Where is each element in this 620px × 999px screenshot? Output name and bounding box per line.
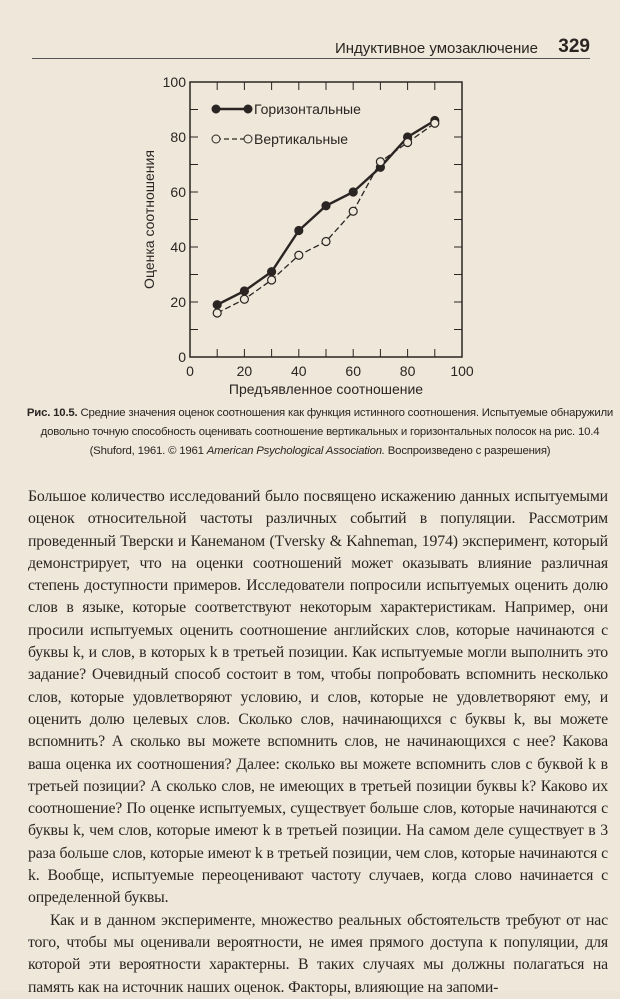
data-point [322,202,330,210]
data-point [431,119,439,127]
data-point [349,207,357,215]
line-chart [140,70,480,400]
data-point [240,287,248,295]
x-tick-label: 80 [399,363,416,379]
legend-label: Вертикальные [254,131,349,147]
data-point [268,268,276,276]
y-tick-label: 20 [170,294,186,310]
y-tick-label: 40 [170,239,186,255]
series-line-0 [217,121,435,305]
running-header [32,38,590,59]
legend-marker [212,105,220,113]
data-point [376,158,384,166]
y-tick-label: 60 [170,184,186,200]
legend-marker [212,135,220,143]
data-point [213,301,221,309]
caption-label: Рис. 10.5. [26,407,78,419]
x-tick-label: 100 [450,363,474,379]
page-number: 329 [558,36,590,57]
data-point [240,295,248,303]
header-title: Индуктивное умозаключение [334,40,538,57]
y-tick-label: 0 [178,349,186,365]
y-tick-label: 100 [162,74,186,90]
data-point [268,276,276,284]
legend-marker [244,135,252,143]
x-tick-label: 20 [236,363,253,379]
series-line-1 [217,123,435,313]
x-tick-label: 60 [345,363,361,379]
data-point [213,309,221,317]
x-tick-label: 0 [186,363,194,379]
y-tick-label: 80 [170,129,186,145]
legend-marker [244,105,252,113]
caption-italic: American Psychological Association. [206,445,385,457]
x-axis-label: Предъявленное соотношение [228,381,424,397]
caption-text: Средние значения оценок соотношения как функция истинного соотношения. Испытуемые обнаружили довольно точную способность оценивать соотношение вертикальных и горизонтальных полосок на рис. 10.4 (Shuford, 1961. © 1961 [40,407,614,457]
data-point [295,251,303,259]
plot-frame [190,82,462,357]
figure-caption [26,404,614,461]
data-point [322,238,330,246]
legend-label: Горизонтальные [254,101,361,117]
data-point [404,139,412,147]
paragraph: Как и в данном эксперименте, множество реальных обстоятельств требуют от нас того, чтобы мы оценивали вероятности, не имея прямого доступа к популяции, для которой эти вероятности характерны. В таких случаях мы должны полагаться на память как на источник наших оценок. Факторы, влияющие на запоми- [28,911,608,996]
x-tick-label: 40 [291,363,307,379]
y-axis-label: Оценка соотношения [141,150,157,289]
body-text [28,486,608,999]
data-point [295,227,303,235]
data-point [349,188,357,196]
paragraph: Большое количество исследований было посвящено искажению данных испытуемыми оценок относительной частоты различных событий в популяции. Рассмотрим проведенный Тверски и Канеманом (Tversky & Kahneman, 1974) эксперимент, который демонстрирует, что на оценки соотношений может оказывать влияние различная степень доступности примеров. Исследователи попросили испытуемых оценить долю слов в языке, которые соответствуют некоторым характеристикам. Например, они просили испытуемых оценить соотношение английских слов, которые начинаются с буквы k, и слов, в которых k в третьей позиции. Как испытуемые могли выполнить это задание? Очевидный способ состоит в том, чтобы попробовать вспомнить несколько слов, которые удовлетворяют условию, и слов, которые не удовлетворяют ему, и оценить долю целевых слов. Сколько слов, начинающихся с буквы k, вы можете вспомнить? А сколько вы можете вспомнить слов, не начинающихся с нее? Какова ваша оценка их соотношения? Далее: сколько вы можете вспомнить слов с буквой k в третьей позиции? А сколько слов, не имеющих в третьей позиции буквы k? Каково их соотношение? По оценке испытуемых, существует больше слов, которые начинаются с буквы k, чем слов, которые имеют k в третьей позиции. На самом деле существует в 3 раза больше слов, которые имеют k в третьей позиции, чем слов, которые начинаются с k. Вообще, испытуемые переоценивают частоту случаев, когда слово начинается с определенной буквы. [28,488,608,907]
caption-tail: Воспроизведено с разрешения) [387,445,551,457]
